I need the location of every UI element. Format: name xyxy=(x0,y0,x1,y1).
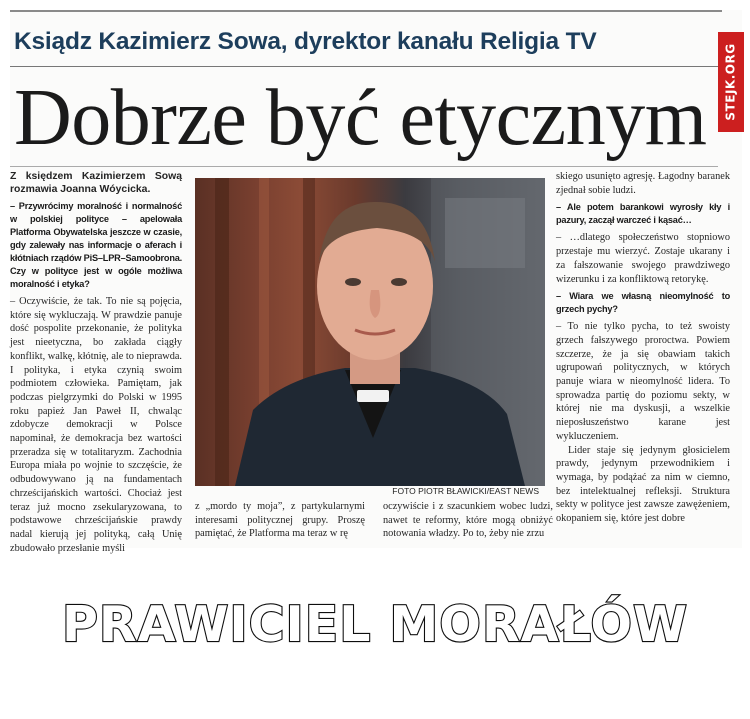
photo-caption: FOTO PIOTR BŁAWICKI/EAST NEWS xyxy=(392,486,539,496)
interview-intro: Z księdzem Kazimierzem Sową rozmawia Joanna Wóycicka. xyxy=(10,171,182,195)
portrait-photo xyxy=(195,178,545,486)
article-kicker: Ksiądz Kazimierz Sowa, dyrektor kanału Religia TV xyxy=(14,28,597,55)
priest-portrait-illustration xyxy=(195,178,545,486)
question-2: – Ale potem barankowi wyrosły kły i pazury, zaczął warczeć i kąsać… xyxy=(556,202,730,226)
question-3: – Wiara we własną nieomylność to grzech pychy? xyxy=(556,291,730,315)
question-1: – Przywrócimy moralność i normalność w polskiej polityce – apelowała Platforma Obywatelska jeszcze w czasie, gdy zalewały nas informacje o aferach i kłótniach rządów PiS–LPR–Samoobrona. Czy w polityce jest w ogóle możliwa moralność i etyka? xyxy=(10,201,182,289)
headline-rule xyxy=(10,166,718,167)
meme-caption: PRAWICIEL MORAŁÓW xyxy=(61,596,689,653)
newspaper-clipping xyxy=(10,10,742,554)
article-headline: Dobrze być etycznym xyxy=(14,74,707,162)
article-bottom-columns xyxy=(195,500,555,548)
article-column-2-text: z „mordo ty moja”, z partykularnymi interesami politycznej grupy. Proszę pamiętać, że Platforma ma teraz w rę xyxy=(195,501,365,540)
article-column-4 xyxy=(556,170,730,548)
article-column-3-text: oczywiście i z szacunkiem wobec ludzi, nawet te reformy, które mogą obniżyć notowania władzy. Po to, żeby nie zrzu xyxy=(383,501,553,540)
answer-4: Lider staje się jedynym głosicielem prawdy, jedynym przewodnikiem i wymaga, by podążać za nim w ciemno, bez intelektualnej refleksji. Struktura sekty w polityce jest zawsze zawężeniem, okopaniem się, które jest dobre xyxy=(556,444,730,525)
kicker-rule xyxy=(10,66,718,67)
top-rule xyxy=(10,10,722,12)
answer-2: – …dlatego społeczeństwo stopniowo przestaje mu wierzyć. Zostaje ukarany i za fałszowanie swojego prawdziwego wizerunku i za konfliktową retorykę. xyxy=(556,232,730,285)
article-column-1 xyxy=(10,170,182,554)
watermark-stamp xyxy=(718,32,744,132)
answer-3: – To nie tylko pycha, to też swoisty grzech fałszywego proroctwa. Powiem szczerze, że ja się obawiam takich ugrupowań politycznych, w których panuje wiara w nieomylność lidera. To sprowadza partię do poziomu sekty, w której nie ma dyskusji, a wszelkie nieposłuszeństwo karane jest wykluczeniem. xyxy=(556,321,730,442)
watermark-text: STEJK.ORG xyxy=(724,43,739,121)
answer-1: – Oczywiście, że tak. To nie są pojęcia, które się wykluczają. W prawdzie panuje dość pospolite przekonanie, że polityka jest nieetyczna, bo zakłada ciągły konflikt, walkę, kłótnię, ale to nieprawda. I polityka, i etyka czynią swoim podmiotem człowieka. Pamiętam, jak podczas pielgrzymki do Polski w 1995 roku papież Jan Paweł II, chwaląc zdobycze demokracji w Polsce napominał, że demokracja bez wartości przeradza się w totalitaryzm. Zachodnia Europa miała po wojnie to szczęście, że odbudowywano ją na fundamentach chrześcijańskich wartości. Chociaż jest teraz już mocno zsekularyzowana, to podstawowe chrześcijańskie prawdy nadal kierują jej polityką, całą Unię zbudowało przesłanie myśli xyxy=(10,296,182,554)
column-4-lead: skiego usunięto agresję. Łagodny baranek zjednał sobie ludzi. xyxy=(556,171,730,196)
